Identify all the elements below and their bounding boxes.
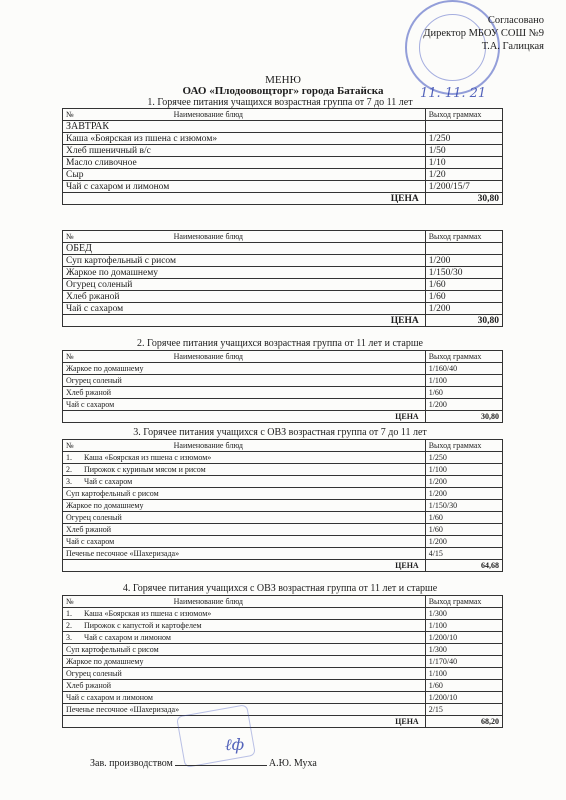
dish-name: Жаркое по домашнему [63,656,426,668]
dish-number: 1. [66,608,72,618]
price-row [63,411,503,423]
header-output: Выход граммах [425,109,502,121]
approval-line-name: Т.А. Галицкая [481,41,544,52]
table-row [63,464,503,476]
dish-number: 2. [66,620,72,630]
dish-name: Чай с сахаром [63,399,426,411]
table-row [63,608,503,620]
dish-name: Чай с сахаром [84,476,133,486]
table-row [63,267,503,279]
dish-output: 1/50 [425,145,502,157]
header-name: Наименование блюд [173,231,243,241]
dish-name: Масло сливочное [63,157,426,169]
meal-name: ОБЕД [63,243,426,255]
table-row [63,488,503,500]
header-num: № [66,109,74,119]
header-name: Наименование блюд [173,109,243,119]
dish-number: 2. [66,464,72,474]
dish-output: 1/10 [425,157,502,169]
table-row [63,279,503,291]
dish-name: Пирожок с капустой и картофелем [84,620,202,630]
table-row [63,145,503,157]
dish-output: 1/200 [425,476,502,488]
table-row [63,512,503,524]
dish-name: Чай с сахаром [63,303,426,315]
table-row [63,303,503,315]
header-num: № [66,596,74,606]
dish-name: Каша «Боярская из пшена с изюмом» [63,133,426,145]
dish-output: 1/250 [425,133,502,145]
price-label: ЦЕНА [63,315,426,327]
table-row [63,548,503,560]
dish-name: Пирожок с куриным мясом и рисом [84,464,206,474]
price-value: 30,80 [425,193,502,205]
price-value: 30,80 [425,315,502,327]
dish-output: 1/200/10 [425,692,502,704]
price-value: 64,68 [425,560,502,572]
dish-output: 1/200 [425,303,502,315]
handwritten-date: 11. 11. 21 [420,86,487,101]
table-row [63,620,503,632]
header-num: № [66,440,74,450]
dish-name: Жаркое по домашнему [63,363,426,375]
dish-name: Жаркое по домашнему [63,500,426,512]
dish-output: 1/200/15/7 [425,181,502,193]
dish-name: Суп картофельный с рисом [63,488,426,500]
dish-output: 1/60 [425,387,502,399]
header-num: № [66,351,74,361]
price-row [63,315,503,327]
dish-output: 2/15 [425,704,502,716]
price-value: 30,80 [425,411,502,423]
table-row [63,524,503,536]
section-4-title: 4. Горячее питания учащихся с ОВЗ возрастная группа от 11 лет и старше [122,583,438,594]
dish-name: Чай с сахаром и лимоном [84,632,171,642]
price-label: ЦЕНА [63,560,426,572]
section-1-lunch-table [62,230,503,327]
table-row [63,181,503,193]
dish-output: 1/250 [425,452,502,464]
dish-number: 3. [66,476,72,486]
dish-output: 1/150/30 [425,267,502,279]
dish-output: 1/100 [425,464,502,476]
price-row [63,716,503,728]
meal-row [63,121,503,133]
dish-output: 1/100 [425,375,502,387]
section-1-breakfast-table [62,108,503,205]
meal-name: ЗАВТРАК [63,121,426,133]
dish-name: Чай с сахаром [63,536,426,548]
dish-output: 1/200/10 [425,632,502,644]
dish-output: 1/60 [425,279,502,291]
dish-name: Жаркое по домашнему [63,267,426,279]
dish-name: Хлеб ржаной [63,387,426,399]
dish-name: Сыр [63,169,426,181]
dish-name: Огурец соленый [63,375,426,387]
header-name: Наименование блюд [173,596,243,606]
header-output: Выход граммах [425,231,502,243]
handwritten-signature: ℓф [225,735,245,754]
price-label: ЦЕНА [63,193,426,205]
dish-output: 1/300 [425,608,502,620]
dish-output: 1/200 [425,488,502,500]
dish-output: 1/160/40 [425,363,502,375]
dish-output: 1/200 [425,536,502,548]
organization-name: ОАО «Плодоовощторг» города Батайска [182,85,384,97]
table-row [63,375,503,387]
table-row [63,656,503,668]
dish-output: 1/300 [425,644,502,656]
price-row [63,560,503,572]
dish-name: Печенье песочное «Шахеризада» [63,704,426,716]
dish-name: Хлеб пшеничный в/с [63,145,426,157]
table-row [63,452,503,464]
table-row [63,704,503,716]
table-header-row [63,231,503,243]
dish-output: 1/170/40 [425,656,502,668]
table-row [63,500,503,512]
dish-output: 1/100 [425,620,502,632]
table-row [63,291,503,303]
dish-name: Чай с сахаром и лимоном [63,181,426,193]
section-3-table [62,439,503,572]
table-row [63,644,503,656]
price-label: ЦЕНА [63,716,426,728]
table-row [63,157,503,169]
table-row [63,399,503,411]
table-header-row [63,596,503,608]
table-row [63,363,503,375]
footer-signature-line [90,758,317,769]
table-row [63,476,503,488]
section-4-table [62,595,503,728]
dish-name: Хлеб ржаной [63,680,426,692]
dish-output: 1/60 [425,291,502,303]
dish-output: 1/60 [425,680,502,692]
table-row [63,536,503,548]
dish-name: Огурец соленый [63,512,426,524]
approval-line-agreed: Согласовано [487,15,544,26]
header-num: № [66,231,74,241]
table-row [63,632,503,644]
header-name: Наименование блюд [173,440,243,450]
footer-name: А.Ю. Муха [268,758,317,769]
approval-block [423,14,544,53]
dish-output: 1/200 [425,255,502,267]
table-row [63,692,503,704]
dish-name: Суп картофельный с рисом [63,255,426,267]
dish-name: Хлеб ржаной [63,291,426,303]
dish-output: 1/200 [425,399,502,411]
dish-name: Каша «Боярская из пшена с изюмом» [84,608,212,618]
table-header-row [63,109,503,121]
dish-output: 1/20 [425,169,502,181]
dish-name: Хлеб ржаной [63,524,426,536]
section-2-table [62,350,503,423]
dish-number: 3. [66,632,72,642]
header-output: Выход граммах [425,596,502,608]
dish-output: 1/150/30 [425,500,502,512]
price-row [63,193,503,205]
dish-name: Печенье песочное «Шахеризада» [63,548,426,560]
dish-output: 1/60 [425,512,502,524]
dish-name: Каша «Боярская из пшена с изюмом» [84,452,212,462]
signature-underline [175,765,267,766]
table-row [63,387,503,399]
footer-label: Зав. производством [90,758,173,769]
meal-row [63,243,503,255]
table-row [63,668,503,680]
table-header-row [63,440,503,452]
price-value: 68,20 [425,716,502,728]
table-row [63,169,503,181]
dish-name: Суп картофельный с рисом [63,644,426,656]
dish-output: 1/60 [425,524,502,536]
header-output: Выход граммах [425,351,502,363]
dish-number: 1. [66,452,72,462]
section-3-title: 3. Горячее питания учащихся с ОВЗ возрастная группа от 7 до 11 лет [133,427,427,438]
dish-name: Огурец соленый [63,668,426,680]
price-label: ЦЕНА [63,411,426,423]
table-header-row [63,351,503,363]
dish-output: 4/15 [425,548,502,560]
section-1-title: 1. Горячее питания учащихся возрастная группа от 7 до 11 лет [147,97,413,108]
header-output: Выход граммах [425,440,502,452]
dish-output: 1/100 [425,668,502,680]
document-title: МЕНЮ [265,74,301,86]
table-row [63,255,503,267]
dish-name: Чай с сахаром и лимоном [63,692,426,704]
dish-name: Огурец соленый [63,279,426,291]
table-row [63,680,503,692]
approval-line-director: Директор МБОУ СОШ №9 [423,28,544,39]
table-row [63,133,503,145]
section-2-title: 2. Горячее питания учащихся возрастная группа от 11 лет и старше [137,338,423,349]
header-name: Наименование блюд [173,351,243,361]
